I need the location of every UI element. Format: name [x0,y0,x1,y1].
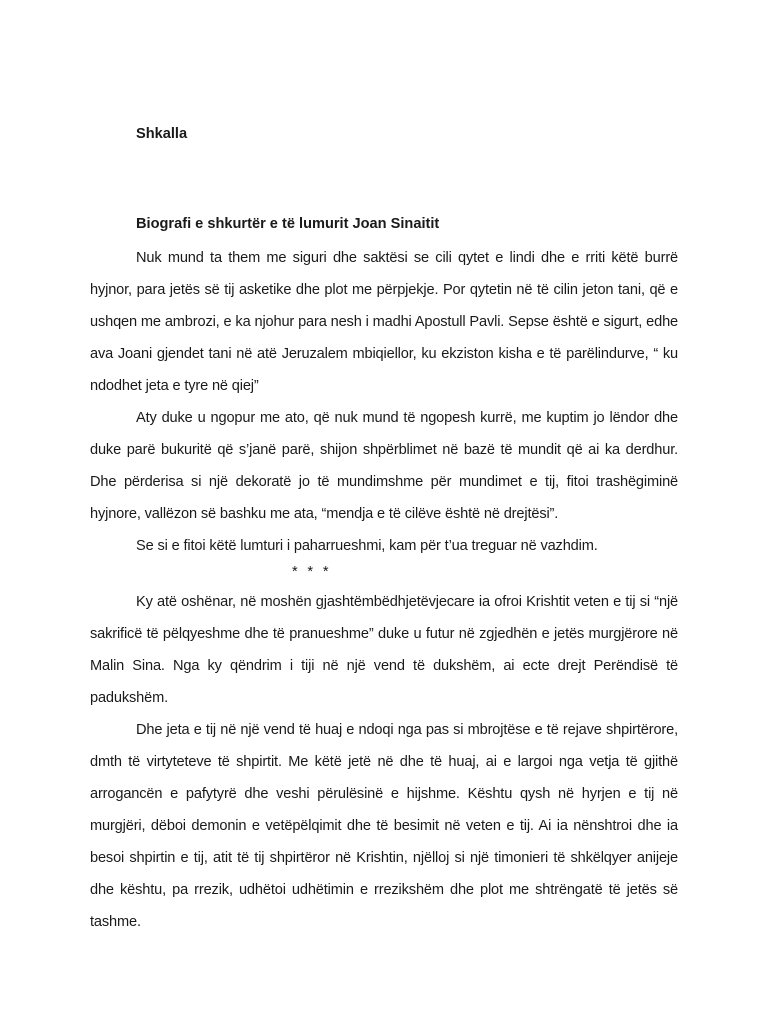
document-title: Shkalla [136,126,188,142]
paragraph-2: Aty duke u ngopur me ato, që nuk mund të ngopesh kurrë, me kuptim jo lëndor dhe duke parë bukuritë që s’janë parë, shijon shpërblimet në bazë të mundit që ai ka derdhur. Dhe përderisa si një dekoratë jo të mundimshme për mundimet e tij, fitoi trashëgiminë hyjnore, vallëzon së bashku me ata, “mendja e të cilëve është në drejtësi”. [90,410,678,522]
body-text [90,242,678,938]
paragraph-3: Se si e fitoi këtë lumturi i paharrueshmi, kam për t’ua treguar në vazhdim. [136,538,598,554]
paragraph-5: Dhe jeta e tij në një vend të huaj e ndoqi nga pas si mbrojtëse e të rejave shpirtërore, dmth të virtyteteve të shpirtit. Me këtë jetë në dhe të huaj, ai e largoi nga vetja të gjithë arrogancën e pafytyrë dhe veshi përulësinë e hijshme. Kështu qysh në hyrjen e tij në murgjëri, dëboi demonin e vetëpëlqimit dhe të besimit në veten e tij. Ai ia nënshtroi dhe ia besoi shpirtin e tij, atit të tij shpirtëror në Krishtin, njëlloj si një timonieri të shkëlqyer anijeje dhe kështu, pa rrezik, udhëtoi udhëtimin e rrezikshëm dhe plot me shtrëngatë të jetës së tashme. [90,722,678,930]
paragraph-4: Ky atë oshënar, në moshën gjashtëmbëdhjetëvjecare ia ofroi Krishtit veten e tij si “një sakrificë të pëlqyeshme dhe të pranueshme” duke u futur në zgjedhën e jetës murgjërore në Malin Sina. Nga ky qëndrim i tiji në një vend të dukshëm, ai ecte drejt Perëndisë të padukshëm. [90,594,678,706]
section-separator: * * * [292,564,329,580]
document-subtitle: Biografi e shkurtër e të lumurit Joan Sinaitit [136,216,440,232]
paragraph-1: Nuk mund ta them me siguri dhe saktësi se cili qytet e lindi dhe e rriti këtë burrë hyjnor, para jetës së tij asketike dhe plot me përpjekje. Por qytetin në të cilin jeton tani, që e ushqen me ambrozi, e ka njohur para nesh i madhi Apostull Pavli. Sepse është e sigurt, edhe ava Joani gjendet tani në atë Jeruzalem mbiqiellor, ku ekziston kisha e të parëlindurve, “ ku ndodhet jeta e tyre në qiej” [90,250,678,394]
